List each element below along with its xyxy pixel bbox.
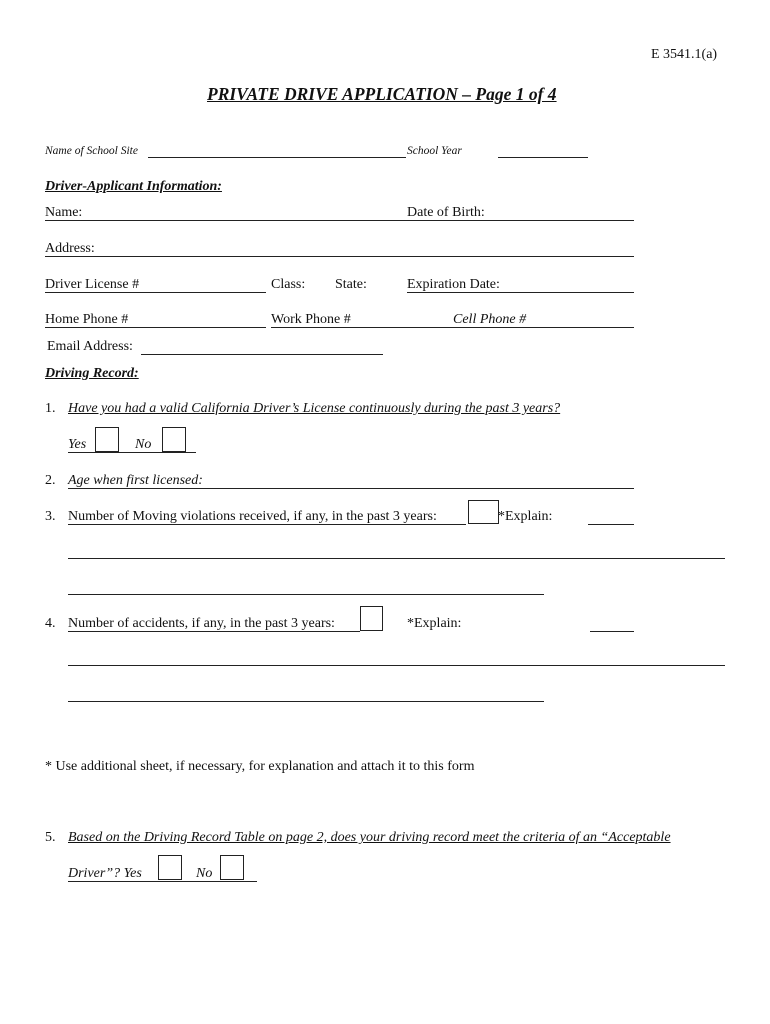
q3-text: Number of Moving violations received, if any, in the past 3 years: (68, 509, 437, 524)
state-label: State: (335, 277, 367, 292)
q1-text: Have you had a valid California Driver’s License continuously during the past 3 years? (68, 401, 561, 416)
q4-number: 4. (45, 616, 56, 631)
q1-yes-checkbox[interactable] (95, 427, 119, 452)
q3-number: 3. (45, 509, 56, 524)
dob-label: Date of Birth: (407, 205, 485, 220)
q4-underline (68, 631, 360, 632)
cell-phone-label: Cell Phone # (453, 312, 527, 327)
home-phone-field[interactable] (45, 327, 266, 328)
q4-text: Number of accidents, if any, in the past 3 years: (68, 616, 335, 631)
q4-explain-line-1[interactable] (68, 665, 725, 666)
q5-text-cont: Driver”? Yes (68, 866, 142, 881)
cell-phone-field[interactable] (407, 327, 634, 328)
email-label: Email Address: (47, 339, 133, 354)
explanation-note: * Use additional sheet, if necessary, for explanation and attach it to this form (45, 759, 475, 774)
name-field[interactable] (45, 220, 407, 221)
q3-explain-line-2[interactable] (68, 594, 544, 595)
q4-explain-label: *Explain: (407, 616, 462, 631)
school-site-field-ext (294, 157, 406, 158)
q4-explain-line-2[interactable] (68, 701, 544, 702)
email-field[interactable] (141, 354, 383, 355)
school-site-field[interactable] (148, 157, 294, 158)
q3-underline (68, 524, 466, 525)
dob-field[interactable] (407, 220, 634, 221)
driver-section-heading: Driver-Applicant Information: (45, 179, 222, 194)
home-phone-label: Home Phone # (45, 312, 129, 327)
school-year-label: School Year (407, 145, 462, 157)
school-year-field[interactable] (498, 157, 588, 158)
form-code: E 3541.1(a) (651, 47, 718, 62)
license-label: Driver License # (45, 277, 140, 292)
q2-number: 2. (45, 473, 56, 488)
q4-count-box[interactable] (360, 606, 383, 631)
q2-text: Age when first licensed: (68, 473, 203, 488)
q1-answer-line (68, 452, 196, 453)
q1-number: 1. (45, 401, 56, 416)
q3-explain-line-1[interactable] (68, 558, 725, 559)
q4-explain-field[interactable] (590, 631, 634, 632)
q3-count-box[interactable] (468, 500, 499, 524)
q1-no-label: No (135, 437, 152, 452)
q5-yes-checkbox[interactable] (158, 855, 182, 880)
q1-no-checkbox[interactable] (162, 427, 186, 452)
address-label: Address: (45, 241, 95, 256)
q3-explain-label: *Explain: (498, 509, 553, 524)
expiration-field[interactable] (407, 292, 634, 293)
q5-answer-line (68, 881, 257, 882)
q1-yes-label: Yes (68, 437, 87, 452)
q5-number: 5. (45, 830, 56, 845)
work-phone-label: Work Phone # (271, 312, 351, 327)
driving-record-heading: Driving Record: (45, 366, 139, 381)
q5-no-checkbox[interactable] (220, 855, 244, 880)
work-phone-field[interactable] (271, 327, 407, 328)
class-label: Class: (271, 277, 306, 292)
license-field[interactable] (45, 292, 266, 293)
page-title: PRIVATE DRIVE APPLICATION – Page 1 of 4 (207, 84, 557, 104)
name-label: Name: (45, 205, 83, 220)
q3-explain-field[interactable] (588, 524, 634, 525)
address-field[interactable] (45, 256, 634, 257)
q5-no-label: No (196, 866, 213, 881)
q5-text: Based on the Driving Record Table on page 2, does your driving record meet the criteria of an “Acceptable (68, 830, 671, 845)
expiration-label: Expiration Date: (407, 277, 500, 292)
school-site-label: Name of School Site (45, 145, 138, 157)
q2-field[interactable] (68, 488, 634, 489)
